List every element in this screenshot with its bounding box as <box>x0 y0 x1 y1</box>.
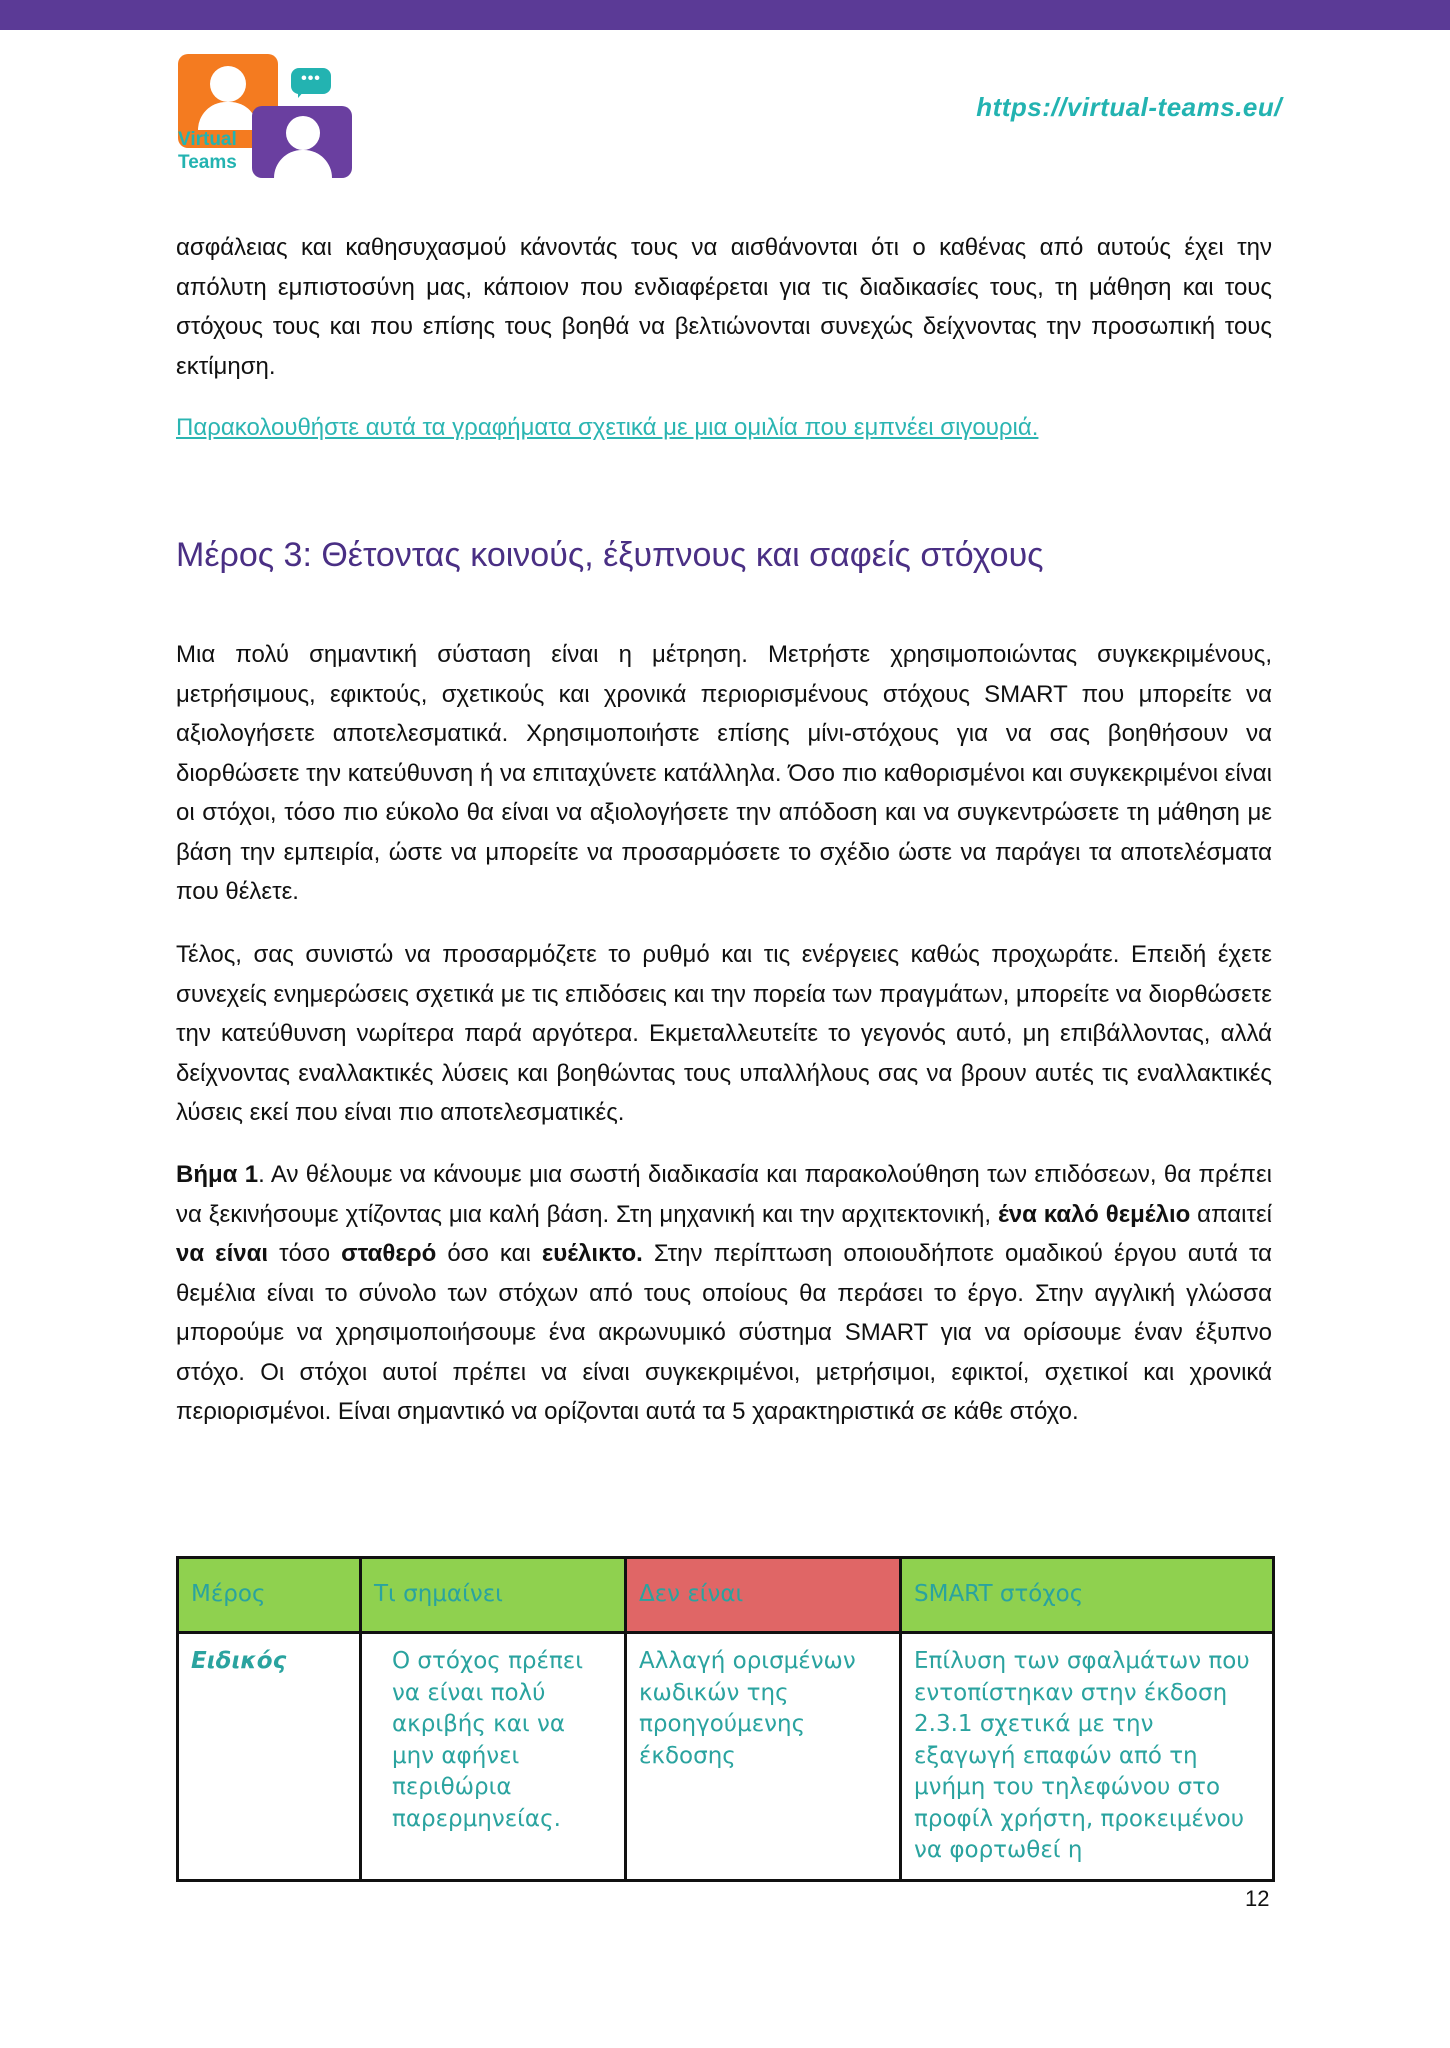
site-url[interactable]: https://virtual-teams.eu/ <box>976 92 1282 122</box>
measurement-paragraph: Μια πολύ σημαντική σύσταση είναι η μέτρηση. Μετρήστε χρησιμοποιώντας συγκεκριμένους, μετρήσιμους, εφικτούς, σχετικούς και χρονικά περιορισμένους στόχους SMART που μπορείτε να αξιολογήσετε αποτελεσματικά. Χρησιμοποιήστε επίσης μίνι-στόχους για να σας βοηθήσουν να διορθώσετε την κατεύθυνση ή να επιταχύνετε κατάλληλα. Όσο πιο καθορισμένοι και συγκεκριμένοι είναι οι στόχοι, τόσο πιο εύκολο θα είναι να αξιολογήσετε την απόδοση και να συγκεντρώσετε τη μάθηση με βάση την εμπειρία, ώστε να μπορείτε να προσαρμόσετε το σχέδιο ώστε να παράγει τα αποτελέσματα που θέλετε. <box>176 641 1272 905</box>
section-heading: Μέρος 3: Θέτοντας κοινούς, έξυπνους και σαφείς στόχους <box>176 536 1044 574</box>
table-row <box>178 1633 1274 1881</box>
cell-is-not: Αλλαγή ορισμένων κωδικών της προηγούμενης έκδοσης <box>626 1633 901 1881</box>
virtual-teams-logo <box>176 52 356 182</box>
intro-paragraph: ασφάλειας και καθησυχασμού κάνοντάς τους να αισθάνονται ότι ο καθένας από αυτούς έχει την απόλυτη εμπιστοσύνη μας, κάποιον που ενδιαφέρεται για τις διαδικασίες τους, τη μάθηση και τους στόχους τους και που επίσης τους βοηθά να βελτιώνονται συνεχώς δείχνοντας την προσωπική τους εκτίμηση. <box>176 234 1272 380</box>
cell-part: Ειδικός <box>178 1633 361 1881</box>
header-is-not: Δεν είναι <box>626 1558 901 1633</box>
speech-link[interactable]: Παρακολουθήστε αυτά τα γραφήματα σχετικά με μια ομιλία που εμπνέει σιγουριά. <box>176 414 1039 441</box>
step-1-paragraph: Βήμα 1. Αν θέλουμε να κάνουμε μια σωστή διαδικασία και παρακολούθηση των επιδόσεων, θα πρέπει να ξεκινήσουμε χτίζοντας μια καλή βάση. Στη μηχανική και την αρχιτεκτονική, ένα καλό θεμέλιο απαιτεί να είναι τόσο σταθερό όσο και ευέλικτο. Στην περίπτωση οποιουδήποτε ομαδικού έργου αυτά τα θεμέλια είναι το σύνολο των στόχων από τους οποίους θα περάσει το έργο. Στην αγγλική γλώσσα μπορούμε να χρησιμοποιήσουμε ένα ακρωνυμικό σύστημα SMART για να ορίσουμε έναν έξυπνο στόχο. Οι στόχοι αυτοί πρέπει να είναι συγκεκριμένοι, μετρήσιμοι, εφικτοί, σχετικοί και χρονικά περιορισμένοι. Είναι σημαντικό να ορίζονται αυτά τα 5 χαρακτηριστικά σε κάθε στόχο. <box>176 1161 1272 1425</box>
logo-purple-tile <box>252 106 352 178</box>
top-accent-bar <box>0 0 1450 30</box>
header-part: Μέρος <box>178 1558 361 1633</box>
chat-bubble-icon: ••• <box>291 68 331 94</box>
logo-wordmark: Virtual Teams <box>178 129 237 173</box>
cell-meaning: Ο στόχος πρέπει να είναι πολύ ακριβής και να μην αφήνει περιθώρια παρερμηνείας. <box>361 1633 626 1881</box>
step-label: Βήμα 1 <box>176 1161 259 1188</box>
page-number: 12 <box>1245 1886 1270 1911</box>
table-header-row <box>178 1558 1274 1633</box>
adjust-paragraph: Τέλος, σας συνιστώ να προσαρμόζετε το ρυθμό και τις ενέργειες καθώς προχωράτε. Επειδή έχετε συνεχείς ενημερώσεις σχετικά με τις επιδόσεις και την πορεία των πραγμάτων, μπορείτε να διορθώσετε την κατεύθυνση νωρίτερα παρά αργότερα. Εκμεταλλευτείτε το γεγονός αυτό, μη επιβάλλοντας, αλλά δείχνοντας εναλλακτικές λύσεις και βοηθώντας τους υπαλλήλους σας να βρουν αυτές τις εναλλακτικές λύσεις εκεί που είναι πιο αποτελεσματικές. <box>176 941 1272 1126</box>
smart-goals-table <box>176 1556 1275 1882</box>
header-smart-goal: SMART στόχος <box>901 1558 1274 1633</box>
cell-smart-goal: Επίλυση των σφαλμάτων που εντοπίστηκαν στην έκδοση 2.3.1 σχετικά με την εξαγωγή επαφών από τη μνήμη του τηλεφώνου στο προφίλ χρήστη, προκειμένου να φορτωθεί η <box>901 1633 1274 1881</box>
header-meaning: Τι σημαίνει <box>361 1558 626 1633</box>
